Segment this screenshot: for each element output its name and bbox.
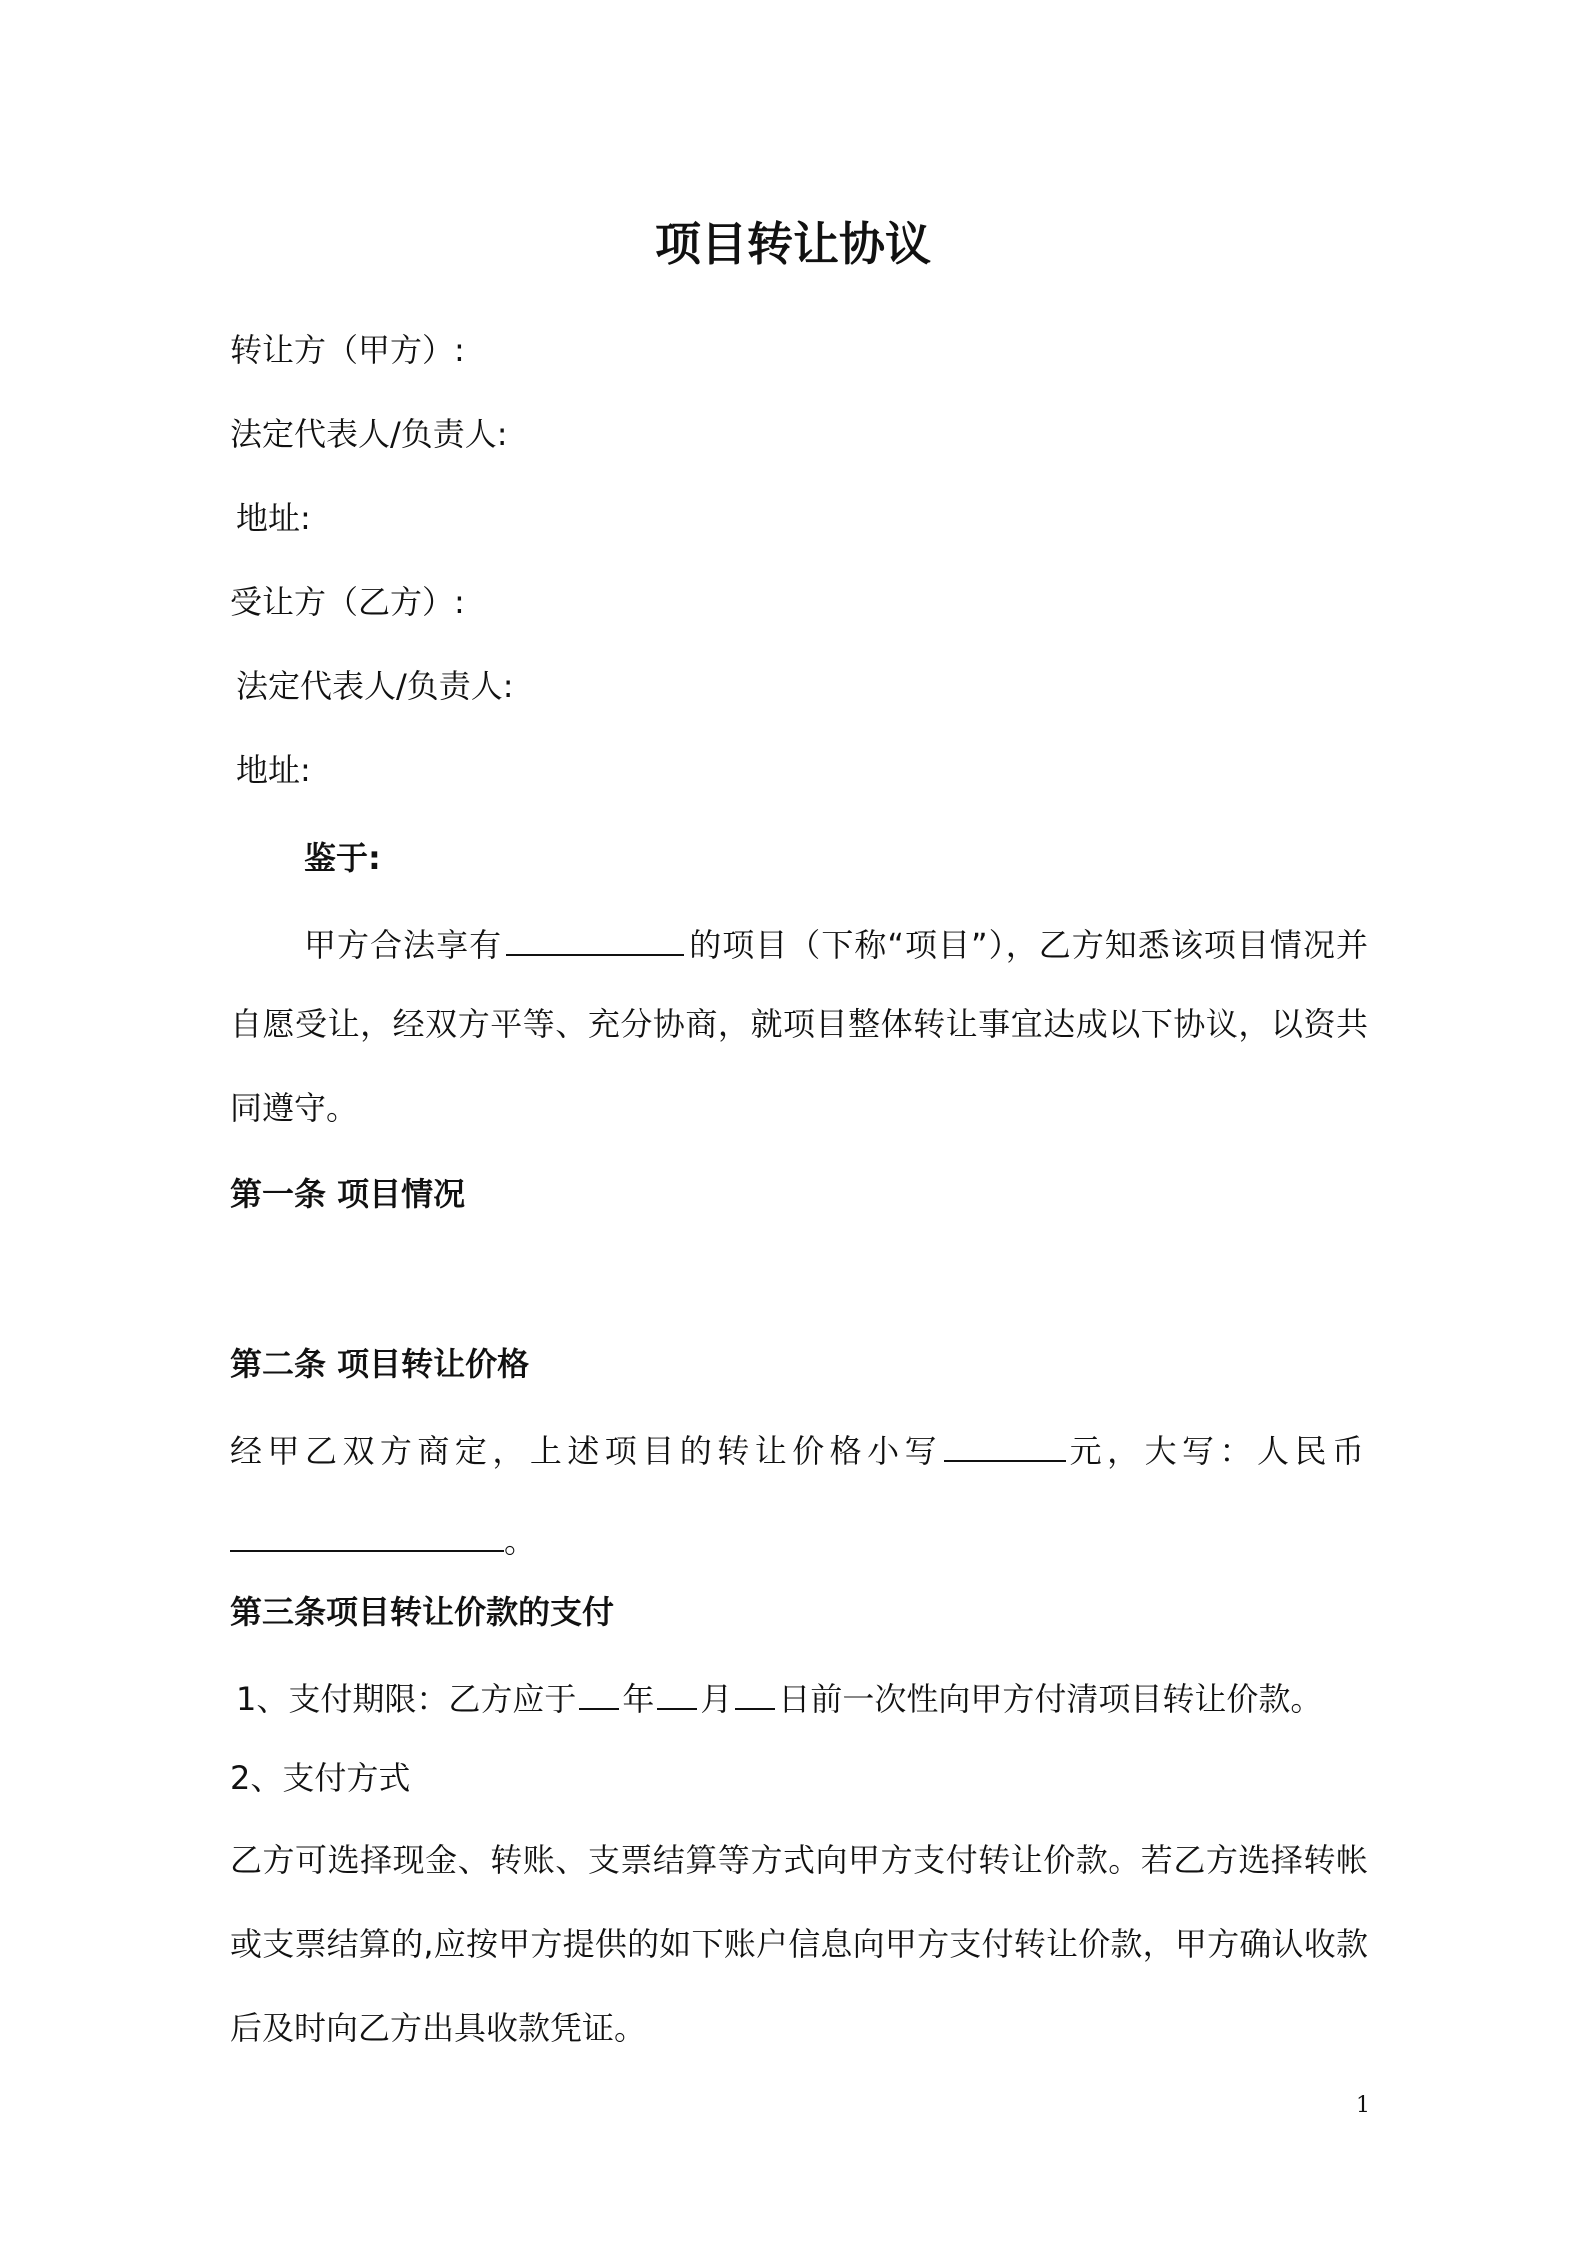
year-label: 年	[622, 1680, 655, 1718]
payment-method-line1: 乙方可选择现金、转账、支票结算等方式向甲方支付转让价款。若乙方选择转帐	[230, 1841, 1368, 1879]
price-words-blank	[230, 1518, 504, 1552]
article2-price-line2	[230, 1518, 536, 1561]
whereas-text-a: 甲方合法享有	[304, 926, 503, 964]
price-line2-end: 。	[504, 1522, 537, 1560]
transferor-representative-label: 法定代表人/负责人:	[230, 415, 508, 453]
price-text-a: 经甲乙双方商定，上述项目的转让价格小写	[230, 1432, 943, 1470]
whereas-text-b: 的项目（下称“项目”），乙方知悉该项目情况并	[688, 926, 1368, 964]
whereas-paragraph-line3: 同遵守。	[230, 1089, 359, 1127]
year-blank	[579, 1676, 619, 1710]
project-name-blank	[506, 922, 684, 956]
transferor-address-label: 地址:	[236, 499, 311, 537]
document-title: 项目转让协议	[655, 217, 931, 271]
payment-term-text: 1、支付期限：乙方应于	[236, 1680, 577, 1718]
whereas-paragraph-line2: 自愿受让，经双方平等、充分协商，就项目整体转让事宜达成以下协议，以资共	[230, 1005, 1368, 1043]
transferor-label: 转让方（甲方）:	[230, 331, 465, 369]
day-blank	[735, 1676, 775, 1710]
payment-method-line3: 后及时向乙方出具收款凭证。	[230, 2009, 647, 2047]
day-text: 日前一次性向甲方付清项目转让价款。	[778, 1680, 1323, 1718]
page-number: 1	[1356, 2093, 1370, 2118]
article2-heading: 第二条 项目转让价格	[230, 1345, 530, 1383]
price-text-b: 元，大写：人民币	[1068, 1432, 1368, 1470]
transferee-representative-label: 法定代表人/负责人:	[236, 667, 514, 705]
transferee-label: 受让方（乙方）:	[230, 583, 465, 621]
article3-heading: 第三条项目转让价款的支付	[230, 1593, 615, 1631]
payment-term-line	[236, 1676, 1322, 1719]
transferee-address-label: 地址:	[236, 751, 311, 789]
whereas-paragraph-line1	[304, 922, 1368, 965]
price-figures-blank	[944, 1428, 1066, 1462]
whereas-heading: 鉴于:	[304, 839, 381, 877]
payment-method-heading: 2、支付方式	[230, 1759, 411, 1797]
month-blank	[657, 1676, 697, 1710]
article1-heading: 第一条 项目情况	[230, 1175, 466, 1213]
payment-method-line2: 或支票结算的,应按甲方提供的如下账户信息向甲方支付转让价款，甲方确认收款	[230, 1925, 1368, 1963]
month-label: 月	[700, 1680, 733, 1718]
article2-price-line1	[230, 1428, 1368, 1471]
